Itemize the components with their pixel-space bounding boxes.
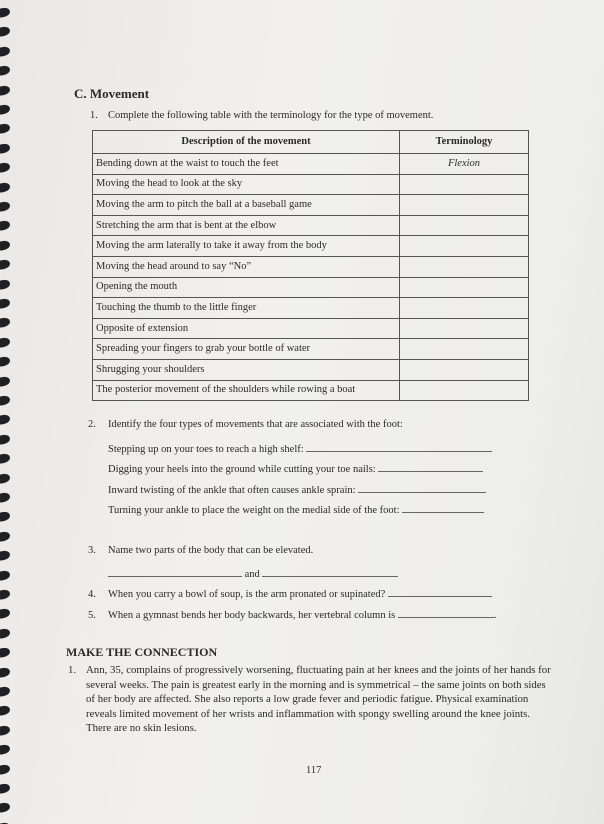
- table-row: [93, 277, 529, 298]
- binding-hole: [0, 278, 11, 290]
- binding-hole: [0, 375, 11, 387]
- foot-item-label: Inward twisting of the ankle that often causes ankle sprain:: [108, 485, 356, 496]
- binding-hole: [0, 608, 11, 620]
- binding-hole: [0, 647, 11, 659]
- table-row: [93, 174, 529, 195]
- table-header-row: [93, 131, 529, 154]
- table-row: [93, 154, 529, 175]
- question-number: 1.: [90, 110, 98, 121]
- answer-blank[interactable]: [358, 482, 486, 493]
- table-row: [93, 215, 529, 236]
- movement-description: Stretching the arm that is bent at the elbow: [93, 215, 400, 236]
- question-3: [88, 545, 313, 556]
- table-row: [93, 339, 529, 360]
- movement-description: The posterior movement of the shoulders while rowing a boat: [93, 380, 400, 401]
- answer-blank[interactable]: [398, 607, 494, 618]
- binding-hole: [0, 783, 11, 795]
- foot-item-2: [108, 461, 483, 475]
- binding-hole: [0, 201, 11, 213]
- binding-hole: [0, 802, 11, 814]
- section-title: C. Movement: [74, 86, 150, 101]
- case-study: [68, 663, 554, 736]
- question-4: [88, 586, 492, 600]
- table-row: [93, 256, 529, 277]
- question-5: [88, 607, 496, 621]
- movement-description: Moving the arm to pitch the ball at a baseball game: [93, 195, 400, 216]
- question-number: 5.: [88, 610, 96, 621]
- binding-hole: [0, 104, 11, 116]
- table-row: [93, 195, 529, 216]
- binding-hole: [0, 240, 11, 252]
- movement-table: [92, 130, 529, 401]
- binding-hole: [0, 65, 11, 77]
- binding-hole: [0, 705, 11, 717]
- answer-blank[interactable]: [262, 566, 398, 577]
- table-row: [93, 318, 529, 339]
- table-row: [93, 236, 529, 257]
- binding-hole: [0, 298, 11, 310]
- foot-item-1: [108, 441, 492, 455]
- question-number: 2.: [88, 419, 96, 430]
- movement-description: Spreading your fingers to grab your bottle of water: [93, 339, 400, 360]
- spiral-binding: [0, 0, 15, 824]
- binding-hole: [0, 123, 11, 135]
- binding-hole: [0, 317, 11, 329]
- and-label: and: [244, 569, 260, 580]
- binding-hole: [0, 7, 11, 19]
- case-text: Ann, 35, complains of progressively worsening, fluctuating pain at her knees and the joints of her hands for several weeks. The pain is greatest early in the morning and is symmetrical – the same joints on both sides of her body are affected. She also reports a low grade fever and periodic fatigue. Physical examination reveals limited movement of her wrists and inflammation with spongy swelling around the knee joints. There are no skin lesions.: [86, 664, 551, 734]
- table-row: [93, 380, 529, 401]
- binding-hole: [0, 259, 11, 271]
- period: .: [493, 610, 497, 621]
- binding-hole: [0, 628, 11, 640]
- terminology-cell[interactable]: Flexion: [400, 154, 529, 175]
- question-prompt: When you carry a bowl of soup, is the arm pronated or supinated?: [108, 589, 386, 600]
- movement-description: Touching the thumb to the little finger: [93, 298, 400, 319]
- binding-hole: [0, 356, 11, 368]
- binding-hole: [0, 46, 11, 58]
- binding-hole: [0, 395, 11, 407]
- question-1: [90, 110, 433, 121]
- binding-hole: [0, 472, 11, 484]
- foot-item-4: [108, 502, 484, 516]
- binding-hole: [0, 686, 11, 698]
- movement-description: Moving the arm laterally to take it away from the body: [93, 236, 400, 257]
- terminology-cell[interactable]: [400, 256, 529, 277]
- question-prompt: Name two parts of the body that can be elevated.: [108, 545, 314, 556]
- terminology-cell[interactable]: [400, 215, 529, 236]
- question-number: 3.: [88, 545, 96, 556]
- question-prompt: When a gymnast bends her body backwards, her vertebral column is: [108, 610, 396, 621]
- foot-item-label: Stepping up on your toes to reach a high shelf:: [108, 444, 304, 455]
- terminology-cell[interactable]: [400, 339, 529, 360]
- binding-hole: [0, 26, 11, 38]
- table-row: [93, 359, 529, 380]
- terminology-cell[interactable]: [400, 277, 529, 298]
- question-3-answers: [108, 566, 398, 580]
- binding-hole: [0, 531, 11, 543]
- terminology-cell[interactable]: [400, 380, 529, 401]
- movement-description: Bending down at the waist to touch the feet: [93, 154, 400, 175]
- page-number: 117: [306, 765, 322, 776]
- terminology-cell[interactable]: [400, 236, 529, 257]
- binding-hole: [0, 414, 11, 426]
- answer-blank[interactable]: [306, 441, 492, 452]
- binding-hole: [0, 550, 11, 562]
- header-terminology: Terminology: [400, 131, 529, 154]
- question-2: [88, 419, 403, 430]
- header-description: Description of the movement: [93, 131, 400, 154]
- table-row: [93, 298, 529, 319]
- binding-hole: [0, 492, 11, 504]
- binding-hole: [0, 434, 11, 446]
- terminology-cell[interactable]: [400, 195, 529, 216]
- foot-item-3: [108, 482, 486, 496]
- binding-hole: [0, 337, 11, 349]
- movement-description: Moving the head around to say “No”: [93, 256, 400, 277]
- make-connection-title: MAKE THE CONNECTION: [66, 645, 218, 659]
- binding-hole: [0, 143, 11, 155]
- question-number: 4.: [88, 589, 96, 600]
- foot-item-label: Digging your heels into the ground while cutting your toe nails:: [108, 464, 376, 475]
- binding-hole: [0, 181, 11, 193]
- question-prompt: Identify the four types of movements that are associated with the foot:: [108, 419, 403, 430]
- terminology-cell[interactable]: [400, 174, 529, 195]
- terminology-cell[interactable]: [400, 298, 529, 319]
- binding-hole: [0, 220, 11, 232]
- movement-description: Opening the mouth: [93, 277, 400, 298]
- binding-hole: [0, 725, 11, 737]
- case-number: 1.: [68, 664, 77, 676]
- movement-description: Opposite of extension: [93, 318, 400, 339]
- answer-blank[interactable]: [378, 461, 483, 472]
- answer-blank[interactable]: [402, 502, 484, 513]
- binding-hole: [0, 453, 11, 465]
- foot-item-label: Turning your ankle to place the weight on the medial side of the foot:: [108, 505, 400, 516]
- terminology-cell[interactable]: [400, 318, 529, 339]
- binding-hole: [0, 511, 11, 523]
- binding-hole: [0, 666, 11, 678]
- binding-hole: [0, 84, 11, 96]
- movement-description: Shrugging your shoulders: [93, 359, 400, 380]
- question-prompt: Complete the following table with the terminology for the type of movement.: [108, 110, 434, 121]
- answer-blank[interactable]: [388, 586, 492, 597]
- binding-hole: [0, 162, 11, 174]
- answer-blank[interactable]: [108, 566, 242, 577]
- binding-hole: [0, 744, 11, 756]
- binding-hole: [0, 589, 11, 601]
- binding-hole: [0, 569, 11, 581]
- terminology-cell[interactable]: [400, 359, 529, 380]
- movement-description: Moving the head to look at the sky: [93, 174, 400, 195]
- binding-hole: [0, 763, 11, 775]
